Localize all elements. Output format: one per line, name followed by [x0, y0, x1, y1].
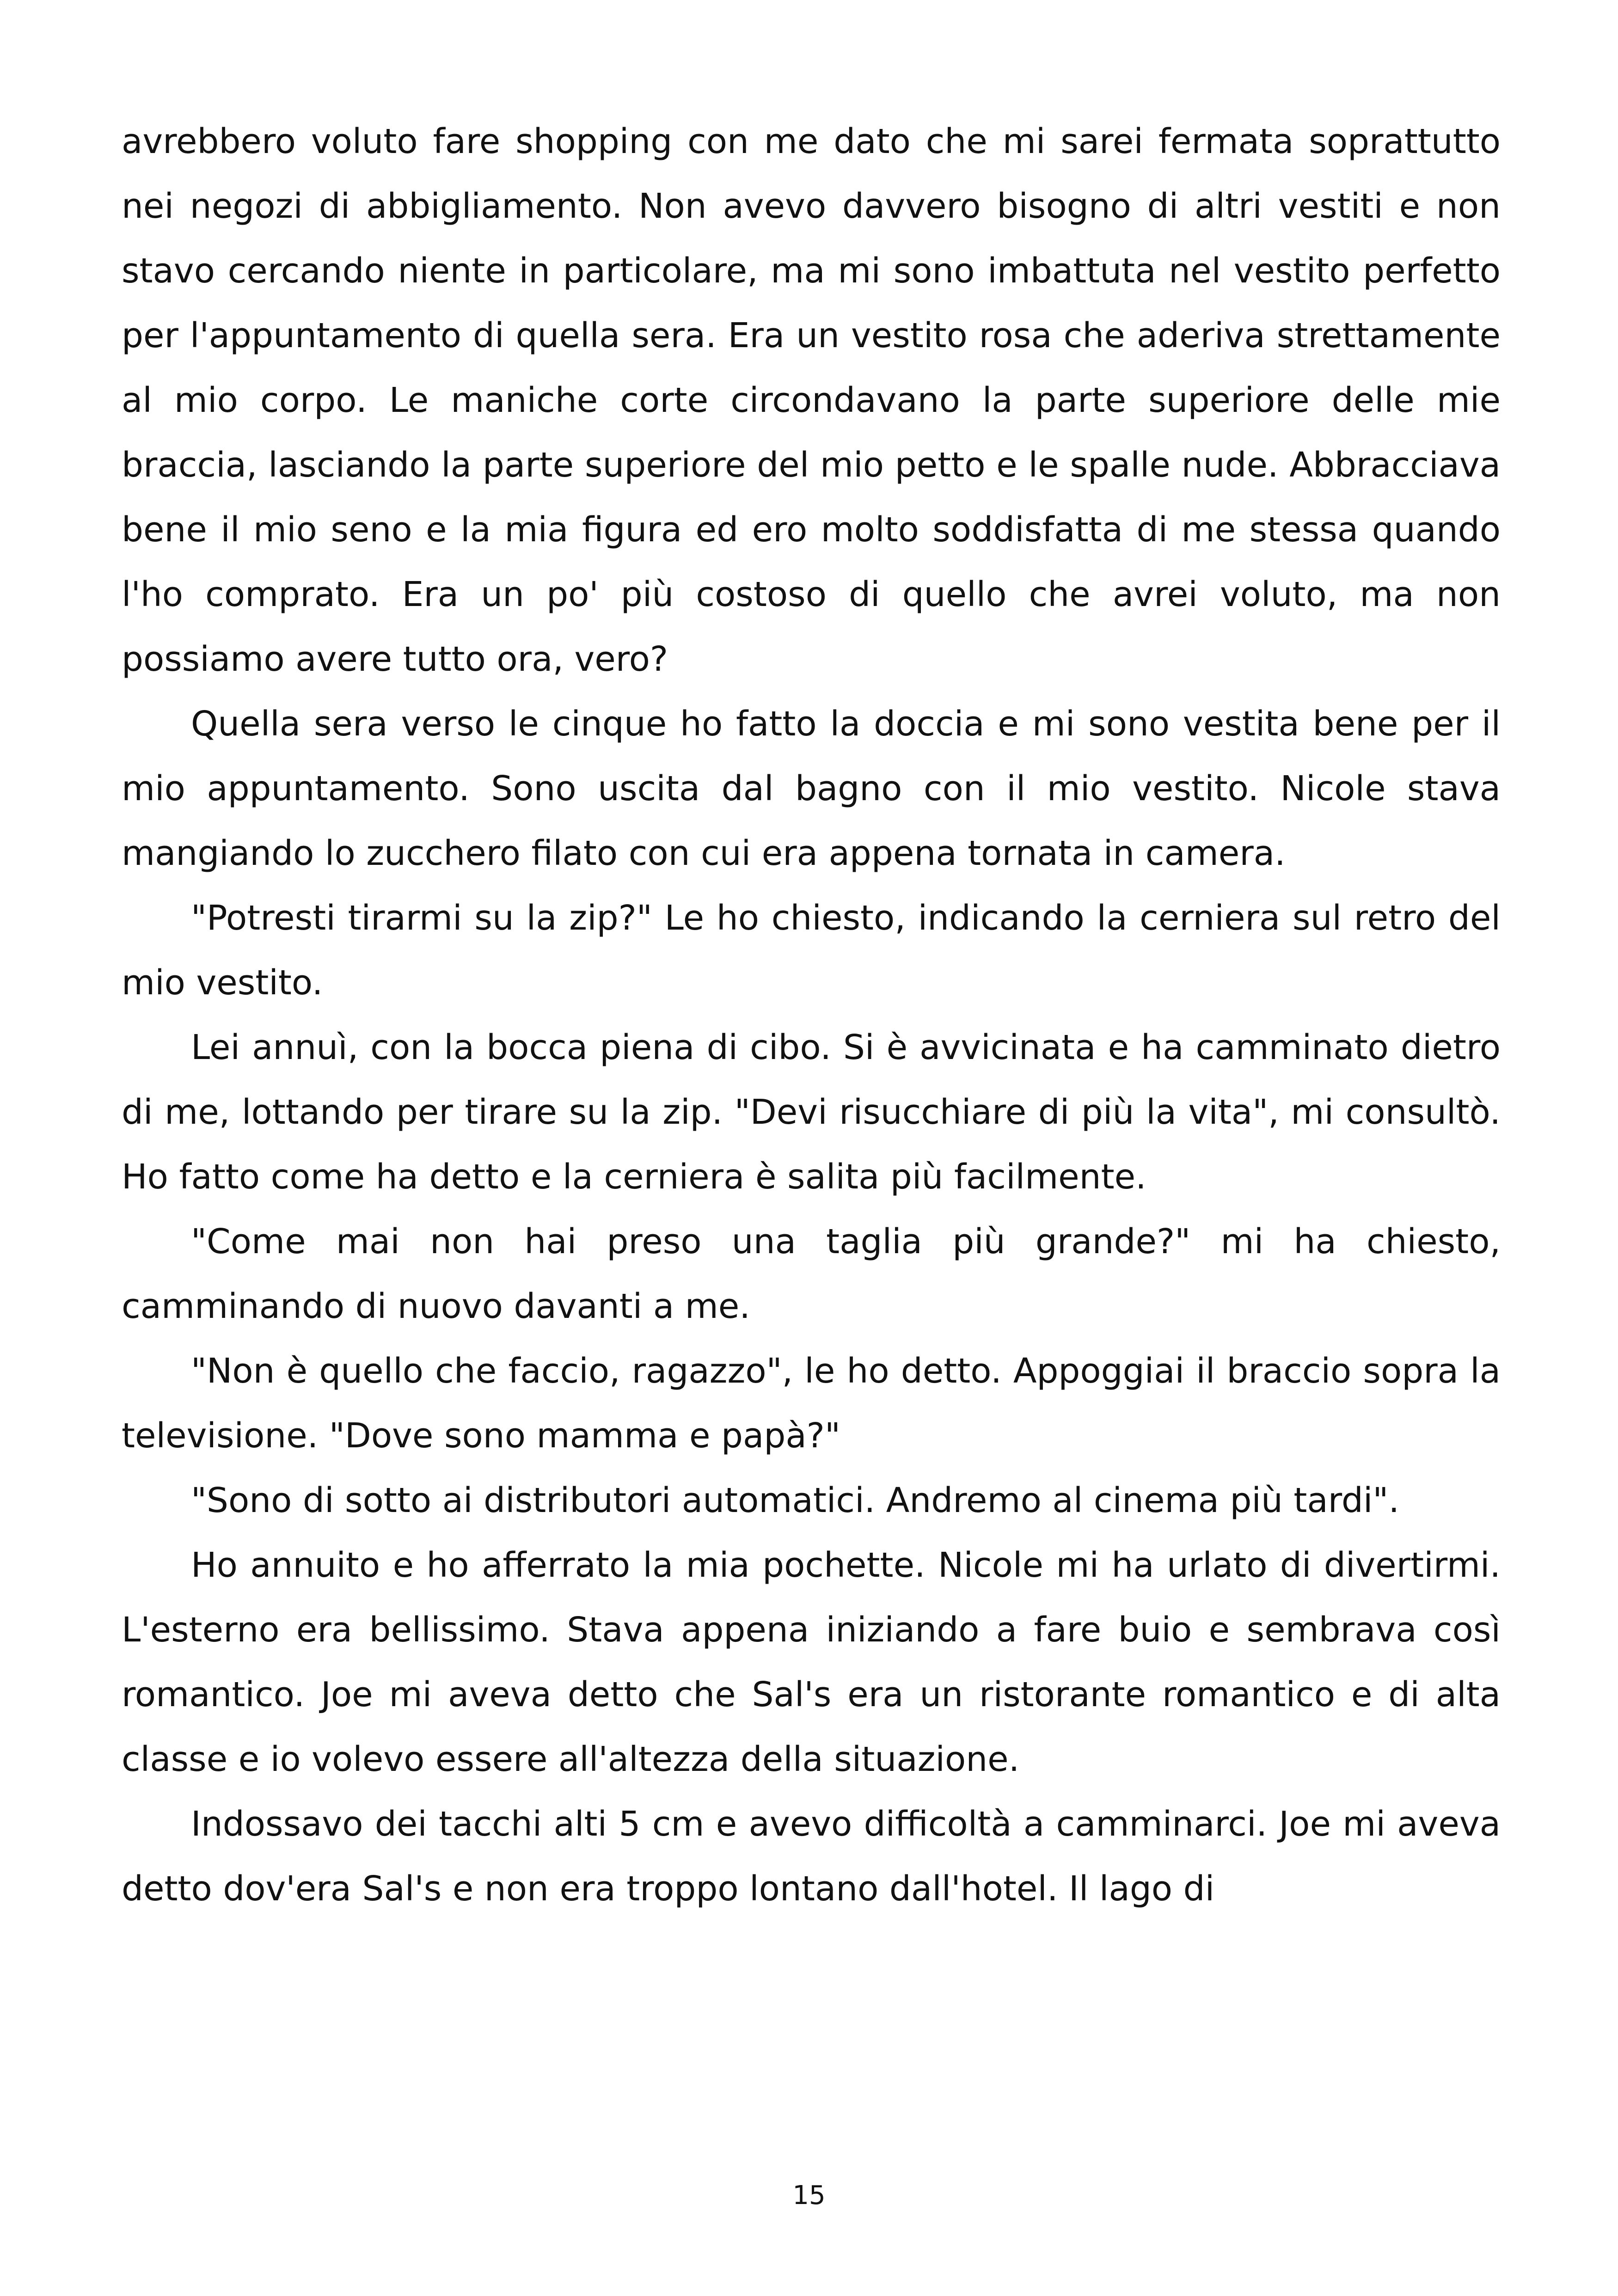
paragraph: Ho annuito e ho afferrato la mia pochette. Nicole mi ha urlato di divertirmi. L'esterno era bellissimo. Stava appena iniziando a fare buio e sembrava così romantico. Joe mi aveva detto che Sal's era un ristorante romantico e di alta classe e io volevo essere all'altezza della situazione.: [122, 1545, 1501, 1779]
page-body-text: [122, 109, 1501, 1921]
paragraph: "Non è quello che faccio, ragazzo", le ho detto. Appoggiai il braccio sopra la televisione. "Dove sono mamma e papà?": [122, 1351, 1501, 1456]
paragraph: Indossavo dei tacchi alti 5 cm e avevo difficoltà a camminarci. Joe mi aveva detto dov'era Sal's e non era troppo lontano dall'hotel. Il lago di: [122, 1804, 1501, 1909]
paragraph-continued: avrebbero voluto fare shopping con me dato che mi sarei fermata soprattutto nei negozi di abbigliamento. Non avevo davvero bisogno di altri vestiti e non stavo cercando niente in particolare, ma mi sono imbattuta nel vestito perfetto per l'appuntamento di quella sera. Era un vestito rosa che aderiva strettamente al mio corpo. Le maniche corte circondavano la parte superiore delle mie braccia, lasciando la parte superiore del mio petto e le spalle nude. Abbracciava bene il mio seno e la mia figura ed ero molto soddisfatta di me stessa quando l'ho comprato. Era un po' più costoso di quello che avrei voluto, ma non possiamo avere tutto ora, vero?: [122, 122, 1501, 679]
paragraph: "Sono di sotto ai distributori automatici. Andremo al cinema più tardi".: [191, 1481, 1399, 1520]
paragraph: "Come mai non hai preso una taglia più grande?" mi ha chiesto, camminando di nuovo davanti a me.: [122, 1222, 1501, 1326]
paragraph: Quella sera verso le cinque ho fatto la doccia e mi sono vestita bene per il mio appuntamento. Sono uscita dal bagno con il mio vestito. Nicole stava mangiando lo zucchero filato con cui era appena tornata in camera.: [122, 704, 1501, 873]
paragraph: Lei annuì, con la bocca piena di cibo. Si è avvicinata e ha camminato dietro di me, lottando per tirare su la zip. "Devi risucchiare di più la vita", mi consultò. Ho fatto come ha detto e la cerniera è salita più facilmente.: [122, 1028, 1501, 1197]
paragraph: "Potresti tirarmi su la zip?" Le ho chiesto, indicando la cerniera sul retro del mio vestito.: [122, 898, 1501, 1003]
page-number: 15: [792, 2180, 826, 2210]
